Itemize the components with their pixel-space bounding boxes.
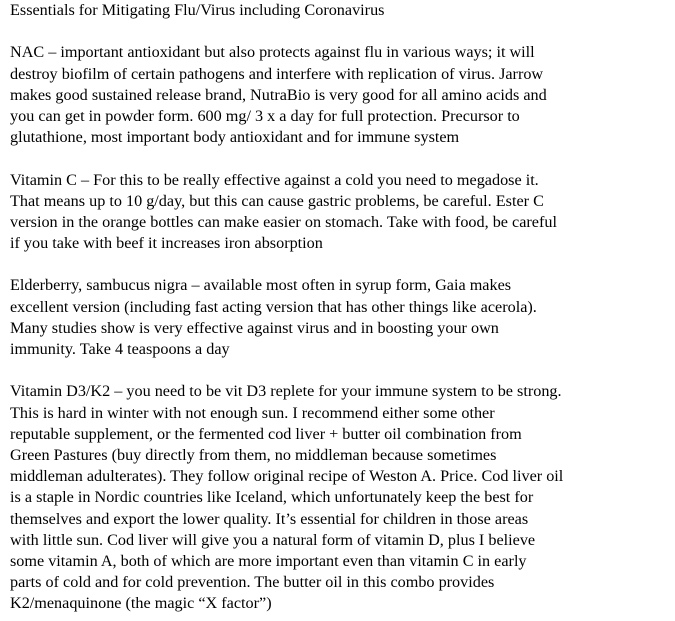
text-line: version in the orange bottles can make easier on stomach. Take with food, be careful xyxy=(10,212,557,231)
text-line: Vitamin D3/K2 – you need to be vit D3 replete for your immune system to be strong. xyxy=(10,382,562,401)
blank-line xyxy=(10,148,670,169)
text-line: you can get in powder form. 600 mg/ 3 x a day for full protection. Precursor to xyxy=(10,106,520,125)
text-line: Elderberry, sambucus nigra – available most often in syrup form, Gaia makes xyxy=(10,276,512,295)
paragraph-elderberry xyxy=(10,275,670,360)
text-line: destroy biofilm of certain pathogens and interfere with replication of virus. Jarrow xyxy=(10,64,544,83)
text-line: K2/menaquinone (the magic “X factor”) xyxy=(10,594,272,613)
document-body xyxy=(10,0,670,614)
text-line: That means up to 10 g/day, but this can cause gastric problems, be careful. Ester C xyxy=(10,191,544,210)
text-line: Vitamin C – For this to be really effective against a cold you need to megadose it. xyxy=(10,170,539,189)
text-line: themselves and export the lower quality. It’s essential for children in those areas xyxy=(10,509,529,528)
text-line: Many studies show is very effective against virus and in boosting your own xyxy=(10,318,499,337)
blank-line xyxy=(10,21,670,42)
document-title: Essentials for Mitigating Flu/Virus including Coronavirus xyxy=(10,1,385,19)
text-line: some vitamin A, both of which are more important even than vitamin C in early xyxy=(10,551,527,570)
text-line: excellent version (including fast acting version that has other things like acerola). xyxy=(10,297,537,316)
text-line: if you take with beef it increases iron absorption xyxy=(10,234,323,253)
paragraph-vitamin-d3-k2 xyxy=(10,381,670,614)
blank-line xyxy=(10,360,670,381)
text-line: reputable supplement, or the fermented cod liver + butter oil combination from xyxy=(10,424,522,443)
blank-line xyxy=(10,254,670,275)
text-line: glutathione, most important body antioxidant and for immune system xyxy=(10,128,460,147)
text-line: makes good sustained release brand, NutraBio is very good for all amino acids and xyxy=(10,85,547,104)
paragraph-nac xyxy=(10,42,670,148)
text-line: with little sun. Cod liver will give you a natural form of vitamin D, plus I believe xyxy=(10,530,536,549)
text-line: parts of cold and for cold prevention. The butter oil in this combo provides xyxy=(10,573,495,592)
paragraph-vitamin-c xyxy=(10,170,670,255)
text-line: is a staple in Nordic countries like Iceland, which unfortunately keep the best for xyxy=(10,488,534,507)
text-line: immunity. Take 4 teaspoons a day xyxy=(10,340,230,358)
text-line: middleman adulterates). They follow original recipe of Weston A. Price. Cod liver oil xyxy=(10,467,564,486)
text-line: NAC – important antioxidant but also protects against flu in various ways; it will xyxy=(10,43,535,62)
text-line: Green Pastures (buy directly from them, no middleman because sometimes xyxy=(10,445,497,464)
text-line: This is hard in winter with not enough sun. I recommend either some other xyxy=(10,403,495,422)
